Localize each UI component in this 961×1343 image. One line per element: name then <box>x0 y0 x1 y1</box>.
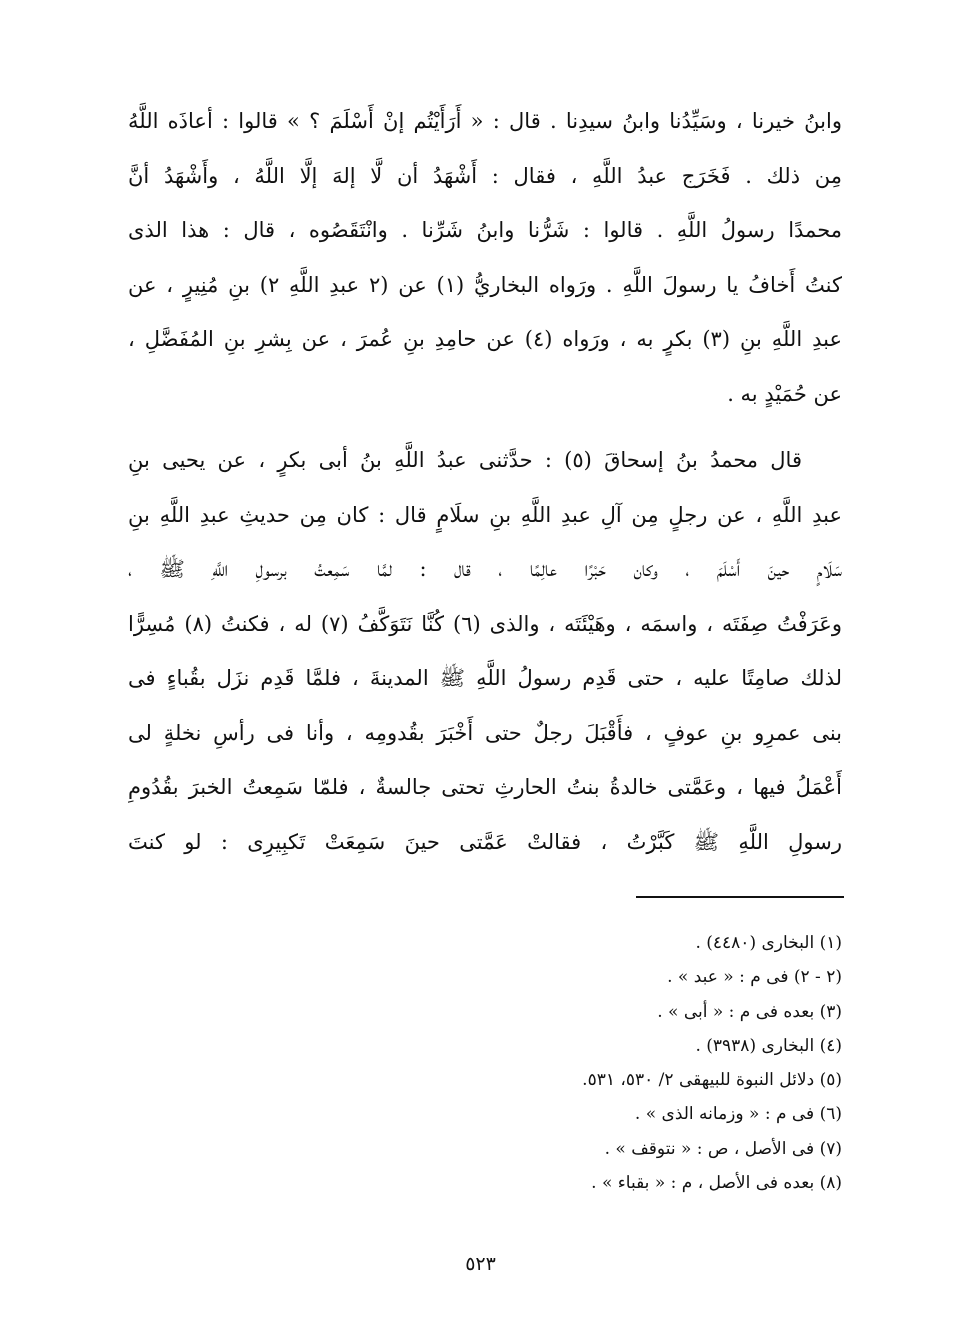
paragraph-1 <box>128 94 842 421</box>
main-text <box>128 94 842 869</box>
footnote: (٥) دلائل النبوة للبيهقى ٢/ ٥٣٠، ٥٣١. <box>582 1070 842 1091</box>
footnote: (٦) فى م : « وزمانه الذى » . <box>634 1104 842 1125</box>
text-line: رسولِ اللَّهِ ﷺ كَبَّرْتُ ، فقالتْ عَمَّتى حينَ سَمِعَتْ تَكبِيرِى : لو كنتَ <box>128 829 842 854</box>
footnote-separator <box>636 896 844 898</box>
text-line: أَعْمَلُ فيها ، وعَمَّتى خالدةُ بنتُ الحارثِ تحتى جالسةٌ ، فلمّا سَمِعتُ الخبرَ بقُدُومِ <box>128 775 842 799</box>
text-line: عبدِ اللَّهِ بنِ (٣) بكرٍ به ، ورَواه (٤) عن حامِدِ بنِ عُمرَ ، عن بِشرِ بنِ المُفَضَّلِ ، <box>128 327 842 351</box>
footnote: (٣) بعده فى م : « أبى » . <box>657 1001 842 1022</box>
text-line: سَلَامٍ حينَ أَسْلَمَ ، وكان حَبْرًا عالِمًا ، قال : لمَّا سَمِعتُ برسولِ اللَّهِ ﷺ ، <box>128 557 842 581</box>
footnote: (٧) فى الأصل ، ص : « نتوقف » . <box>604 1138 842 1159</box>
page-number: ٥٢٣ <box>465 1253 496 1275</box>
footnote: (١) البخارى (٤٤٨٠) . <box>695 933 842 953</box>
footnote: (٢ - ٢) فى م : « عبد » . <box>667 967 842 988</box>
footnotes <box>400 926 842 1200</box>
footnote: (٨) بعده فى الأصل ، م : « بقباء » . <box>591 1173 842 1194</box>
text-line: قال محمدُ بنُ إسحاقَ (٥) : حدَّثنى عبدُ اللَّهِ بنُ أبى بكرٍ ، عن يحيى بنِ <box>128 448 802 472</box>
text-line: وابنُ خيرنا ، وسَيِّدُنا وابنُ سيدِنا . قال : « أَرَأَيْتُم إنْ أَسْلَمَ ؟ » قالوا : أعاذَه اللَّهُ <box>128 109 842 133</box>
text-line: لذلك صامِتًا عليه ، حتى قَدِم رسولُ اللَّهِ ﷺ المدينةَ ، فلمَّا قَدِم نزَل بقُباءٍ فى <box>128 666 842 690</box>
text-line: كنتُ أَخافُ يا رسولَ اللَّهِ . ورَواه البخاريُّ (١) عن (٢ عبدِ اللَّهِ ٢) بنِ مُنِيرٍ ، عن <box>128 272 842 297</box>
paragraph-gap <box>128 421 842 433</box>
footnote: (٤) البخارى (٣٩٣٨) . <box>695 1035 842 1056</box>
text-line: محمدًا رسولُ اللَّهِ . قالوا : شَرُّنا وابنُ شَرِّنا . وانْتَقَصُوه ، قال : هذا الذى <box>128 218 842 242</box>
paragraph-2 <box>128 433 842 869</box>
text-line: بنى عمرِو بنِ عوفٍ ، فأَقْبَلَ رجلٌ حتى أَخْبَرَ بقُدومِه ، وأنا فى رأسِ نخلةٍ لى <box>128 720 842 745</box>
text-line: عن حُمَيْدٍ به . <box>727 381 842 406</box>
text-line: عبدِ اللَّهِ ، عن رجلٍ مِن آلِ عبدِ اللَّهِ بنِ سلَامٍ قال : كان مِن حديثِ عبدِ اللَّهِ بنِ <box>128 502 842 527</box>
text-line: وعَرَفْتُ صِفَتَه ، واسمَه ، وهَيْئَتَه ، والذى (٦) كُنَّا نَتَوَكَّفُ (٧) له ، فكنتُ (٨) مُسِرًّا <box>128 611 842 636</box>
text-line: مِن ذلك . فَخَرَج عبدُ اللَّهِ ، فقال : أَشْهَدُ أن لَّا إلهَ إلَّا اللَّهُ ، وأَشْهَدُ أنَّ <box>128 163 842 188</box>
